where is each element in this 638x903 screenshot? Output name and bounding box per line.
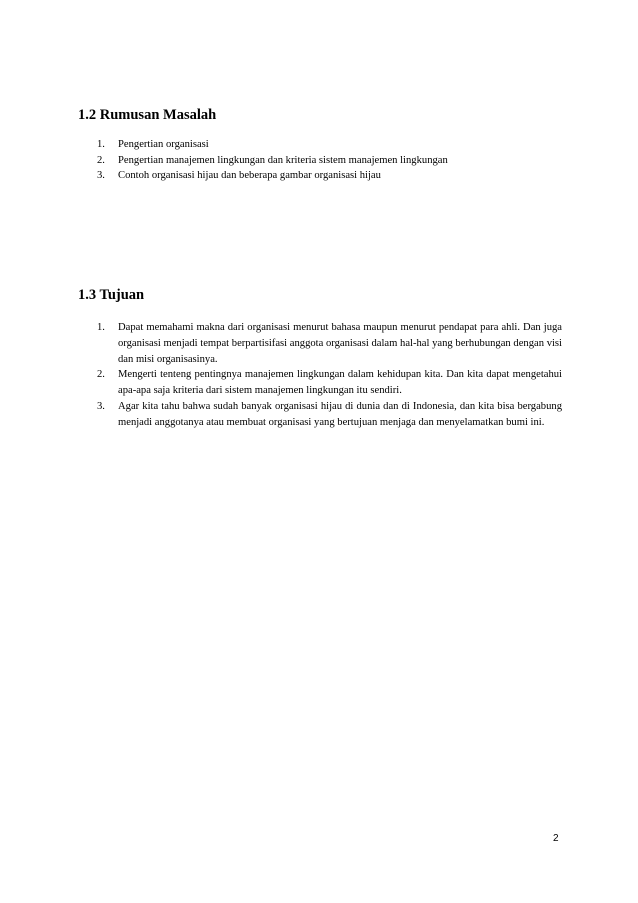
list-item-number: 3. — [97, 170, 105, 182]
section-heading-rumusan-masalah: 1.2 Rumusan Masalah — [78, 107, 217, 123]
list-item-number: 1. — [97, 322, 105, 333]
list-item-number: 2. — [97, 369, 105, 381]
list-item-text: Agar kita tahu bahwa sudah banyak organisasi hijau di dunia dan di Indonesia, dan kita bisa bergabung menjadi anggotanya atau membuat organisasi yang bertujuan menjaga dan menyelamatkan bumi ini. — [118, 400, 562, 428]
tujuan-list — [97, 320, 562, 431]
list-item-text: Mengerti tenteng pentingnya manajemen lingkungan dalam kehidupan kita. Dan kita dapat mengetahui apa-apa saja kriteria dari sistem manajemen lingkungan itu sendiri. — [118, 369, 562, 397]
list-item — [97, 137, 557, 153]
list-item-number: 2. — [97, 154, 105, 166]
page-number: 2 — [553, 833, 559, 844]
list-item — [97, 168, 557, 184]
list-item-number: 1. — [97, 139, 105, 150]
list-item-text: Contoh organisasi hijau dan beberapa gambar organisasi hijau — [118, 170, 381, 182]
section-heading-tujuan: 1.3 Tujuan — [78, 287, 145, 303]
list-item-text: Dapat memahami makna dari organisasi menurut bahasa maupun menurut pendapat para ahli. Dan juga organisasi menjadi tempat berpartisifasi anggota organisasi dalam hal-hal yang berhubungan dengan visi dan misi organisasinya. — [118, 322, 562, 365]
list-item — [97, 153, 557, 169]
rumusan-masalah-list — [97, 137, 557, 184]
list-item-text: Pengertian organisasi — [118, 139, 209, 150]
list-item — [97, 367, 562, 399]
list-item — [97, 320, 562, 367]
list-item — [97, 399, 562, 431]
list-item-text: Pengertian manajemen lingkungan dan kriteria sistem manajemen lingkungan — [118, 154, 448, 166]
list-item-number: 3. — [97, 400, 105, 412]
